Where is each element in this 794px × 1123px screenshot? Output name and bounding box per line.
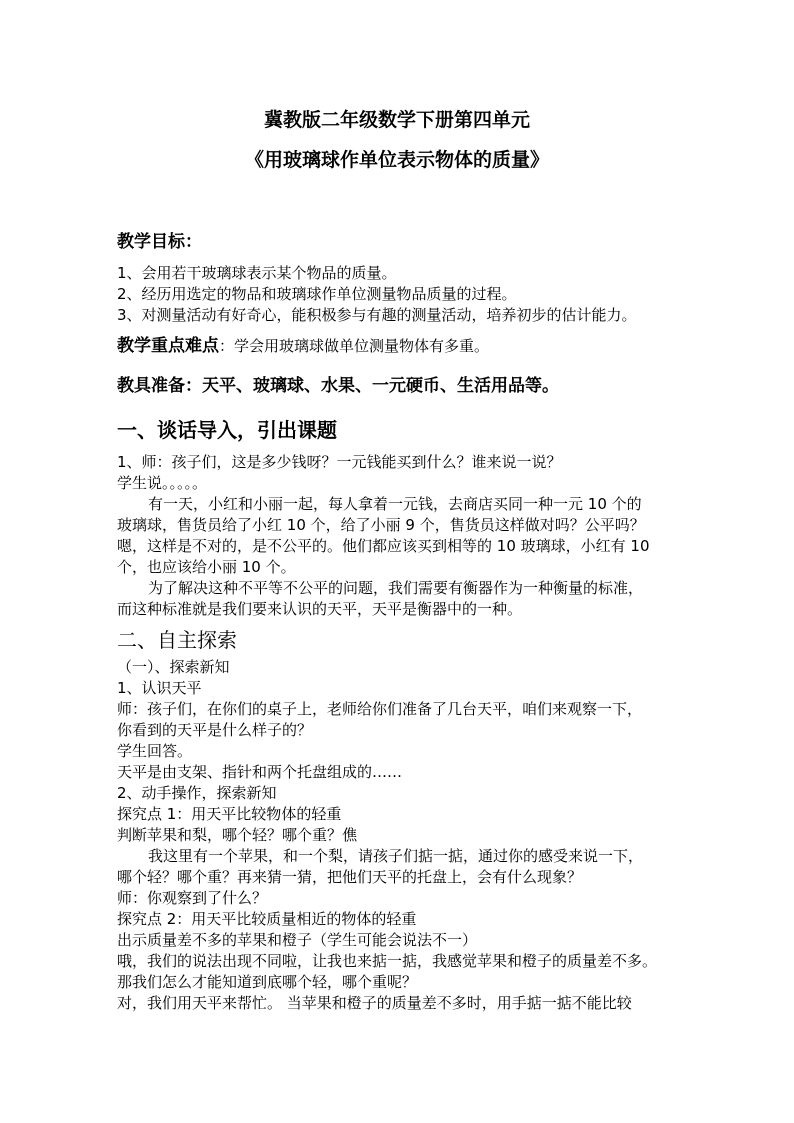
section-2-line: （一）、探索新知	[117, 658, 230, 676]
section-1-line: 学生说。。。。。	[117, 474, 208, 492]
section-2-line: 师：你观察到了什么？	[117, 889, 268, 907]
section-1-line: 玻璃球，售货员给了小红 10 个，给了小丽 9 个，售货员这样做对吗？公平吗？	[117, 516, 645, 534]
section-1-line: 嗯，这样是不对的，是不公平的。他们都应该买到相等的 10 玻璃球，小红有 10	[117, 537, 650, 555]
section-2-line: 2、动手操作，探索新知	[117, 784, 277, 802]
section-2-line: 我这里有一个苹果，和一个梨，请孩子们掂一掂，通过你的感受来说一下，	[148, 847, 644, 865]
keypoints-label: 教学重点难点	[117, 336, 219, 356]
section-2-line: 哪个轻？哪个重？再来猜一猜，把他们天平的托盘上，会有什么现象？	[117, 868, 583, 886]
title-line-2: 《用玻璃球作单位表示物体的质量》	[244, 149, 549, 171]
section-1-line: 为了解决这种不平等不公平的问题，我们需要有衡器作为一种衡量的标准，	[148, 579, 644, 597]
section-2-line: 你看到的天平是什么样子的？	[117, 721, 313, 739]
section-2-line: 探究点 1：用天平比较物体的轻重	[117, 805, 342, 823]
objective-item: 1、会用若干玻璃球表示某个物品的质量。	[117, 264, 397, 282]
section-2-line: 学生回答。	[117, 742, 193, 760]
section-2-line: 师：孩子们，在你们的桌子上，老师给你们准备了几台天平，咱们来观察一下，	[117, 700, 643, 718]
section-1-heading: 一、谈话导入，引出课题	[117, 418, 337, 442]
section-2-line: 那我们怎么才能知道到底哪个轻，哪个重呢？	[117, 973, 418, 991]
materials-line: 教具准备：天平、玻璃球、水果、一元硬币、生活用品等。	[117, 376, 559, 396]
keypoints-text: ：学会用玻璃球做单位测量物体有多重。	[219, 337, 490, 355]
section-2-line: 1、认识天平	[117, 679, 202, 697]
section-2-line: 探究点 2：用天平比较质量相近的物体的轻重	[117, 910, 417, 928]
objectives-heading: 教学目标：	[117, 232, 202, 252]
section-1-line: 个，也应该给小丽 10 个。	[117, 558, 296, 576]
section-2-line: 哦，我们的说法出现不同啦，让我也来掂一掂，我感觉苹果和橙子的质量差不多。	[117, 952, 658, 970]
objective-item: 2、经历用选定的物品和玻璃球作单位测量物品质量的过程。	[117, 285, 517, 303]
title-line-1: 冀教版二年级数学下册第四单元	[263, 109, 530, 131]
section-1-line: 有一天，小红和小丽一起，每人拿着一元钱，去商店买同一种一元 10 个的	[148, 495, 642, 513]
section-2-line: 判断苹果和梨，哪个轻？哪个重？僬	[117, 826, 358, 844]
section-2-line: 出示质量差不多的苹果和橙子（学生可能会说法不一）	[117, 931, 478, 949]
section-2-line: 对，我们用天平来帮忙。 当苹果和橙子的质量差不多时，用手掂一掂不能比较	[117, 994, 632, 1012]
section-2-line: 天平是由支架、指针和两个托盘组成的……	[117, 763, 403, 781]
section-2-heading: 二、自主探索	[117, 628, 237, 652]
section-1-line: 1、师：孩子们，这是多少钱呀？一元钱能买到什么？谁来说一说？	[117, 453, 562, 471]
objective-item: 3、对测量活动有好奇心，能积极参与有趣的测量活动，培养初步的估计能力。	[117, 306, 637, 324]
keypoints-line	[117, 338, 489, 355]
section-1-line: 而这种标准就是我们要来认识的天平，天平是衡器中的一种。	[117, 600, 523, 618]
